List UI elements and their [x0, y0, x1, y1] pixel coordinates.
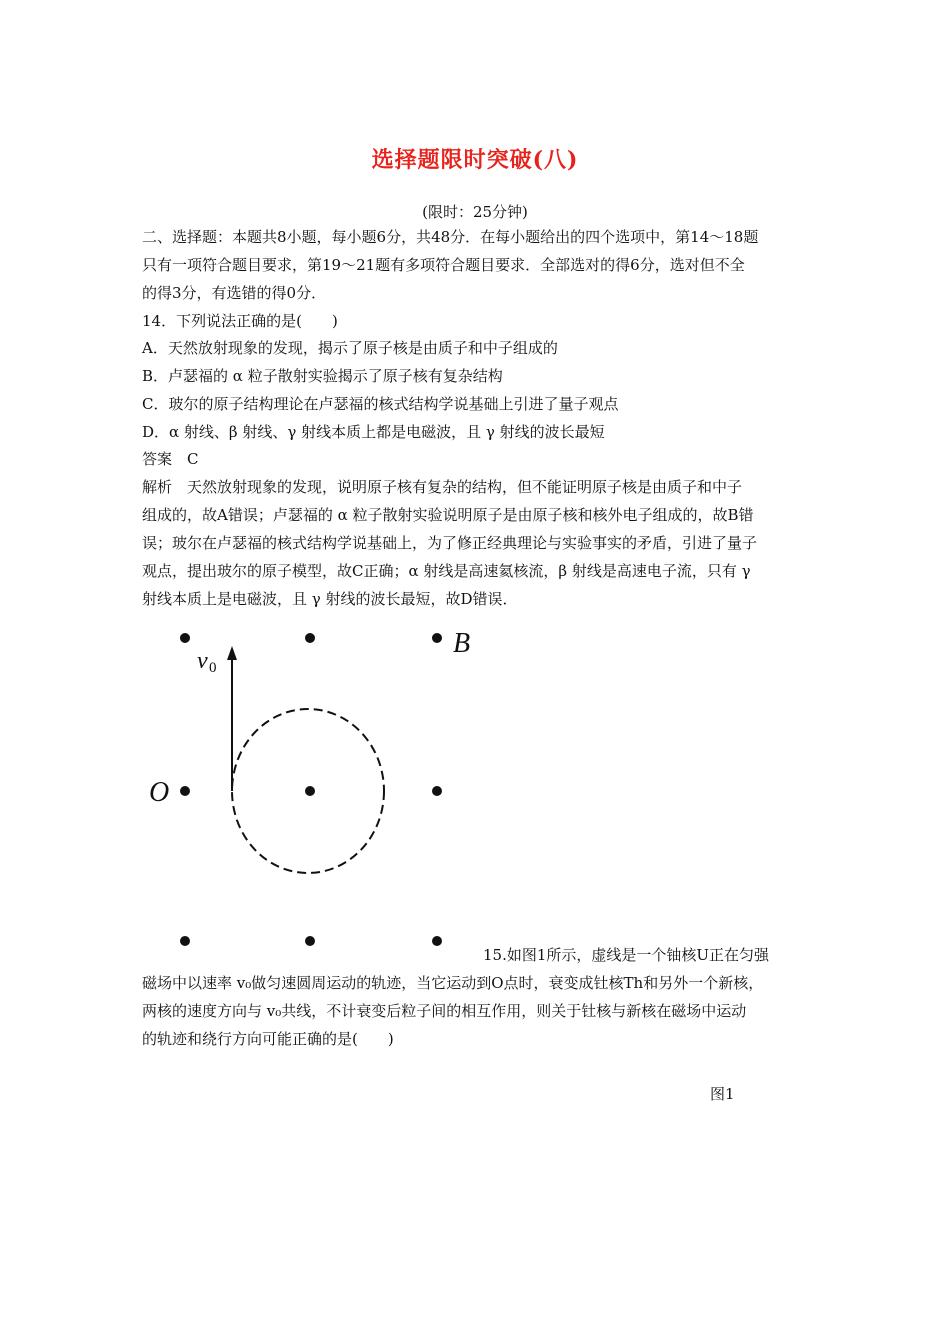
field-dot	[180, 936, 190, 946]
intro-line-1: 二、选择题：本题共8小题，每小题6分，共48分．在每小题给出的四个选项中，第14～18题	[142, 228, 759, 246]
field-dot	[432, 936, 442, 946]
figure-caption: 图1	[710, 1085, 735, 1103]
q14-option-d: D．α 射线、β 射线、γ 射线本质上都是电磁波，且 γ 射线的波长最短	[142, 423, 605, 441]
q14-answer: 答案 C	[142, 450, 199, 468]
q14-analysis-5: 射线本质上是电磁波，且 γ 射线的波长最短，故D错误．	[142, 590, 518, 608]
q15-line-3: 两核的速度方向与 v₀共线，不计衰变后粒子间的相互作用，则关于钍核与新核在磁场中运动	[142, 1002, 747, 1020]
q14-stem: 14．下列说法正确的是( )	[142, 312, 338, 330]
q14-option-a: A．天然放射现象的发现，揭示了原子核是由质子和中子组成的	[142, 339, 558, 357]
label-O: O	[149, 777, 170, 808]
label-v0-subscript: 0	[209, 660, 217, 676]
q14-analysis-3: 误；玻尔在卢瑟福的核式结构学说基础上，为了修正经典理论与实验事实的矛盾，引进了量子	[142, 534, 758, 552]
q15-line-1: 15.如图1所示，虚线是一个铀核U正在匀强	[483, 946, 770, 964]
label-B: B	[453, 628, 471, 659]
q15-line-4: 的轨迹和绕行方向可能正确的是( )	[142, 1030, 394, 1048]
field-dot	[180, 786, 190, 796]
field-dot	[305, 633, 315, 643]
q14-option-c: C．玻尔的原子结构理论在卢瑟福的核式结构学说基础上引进了量子观点	[142, 395, 619, 413]
intro-line-2: 只有一项符合题目要求，第19～21题有多项符合题目要求．全部选对的得6分，选对但不全	[142, 256, 745, 274]
field-dot	[305, 786, 315, 796]
field-dot	[432, 786, 442, 796]
q14-analysis-4: 观点，提出玻尔的原子模型，故C正确；α 射线是高速氦核流，β 射线是高速电子流，只有 γ	[142, 562, 751, 580]
intro-line-3: 的得3分，有选错的得0分．	[142, 284, 327, 302]
field-dot	[180, 633, 190, 643]
q14-analysis-1: 解析 天然放射现象的发现，说明原子核有复杂的结构，但不能证明原子核是由质子和中子	[142, 478, 743, 496]
field-dot	[432, 633, 442, 643]
page-title: 选择题限时突破(八)	[371, 147, 579, 173]
arrow-head	[227, 646, 237, 660]
magnetic-field-figure	[140, 620, 480, 964]
time-limit: (限时：25分钟)	[422, 203, 528, 221]
q14-analysis-2: 组成的，故A错误；卢瑟福的 α 粒子散射实验说明原子是由原子核和核外电子组成的，故B错	[142, 506, 754, 524]
label-v0: v	[197, 648, 208, 674]
field-dot	[305, 936, 315, 946]
q14-option-b: B．卢瑟福的 α 粒子散射实验揭示了原子核有复杂结构	[142, 367, 503, 385]
q15-line-2: 磁场中以速率 v₀做匀速圆周运动的轨迹，当它运动到O点时，衰变成钍核Th和另外一个新核，	[142, 974, 764, 992]
